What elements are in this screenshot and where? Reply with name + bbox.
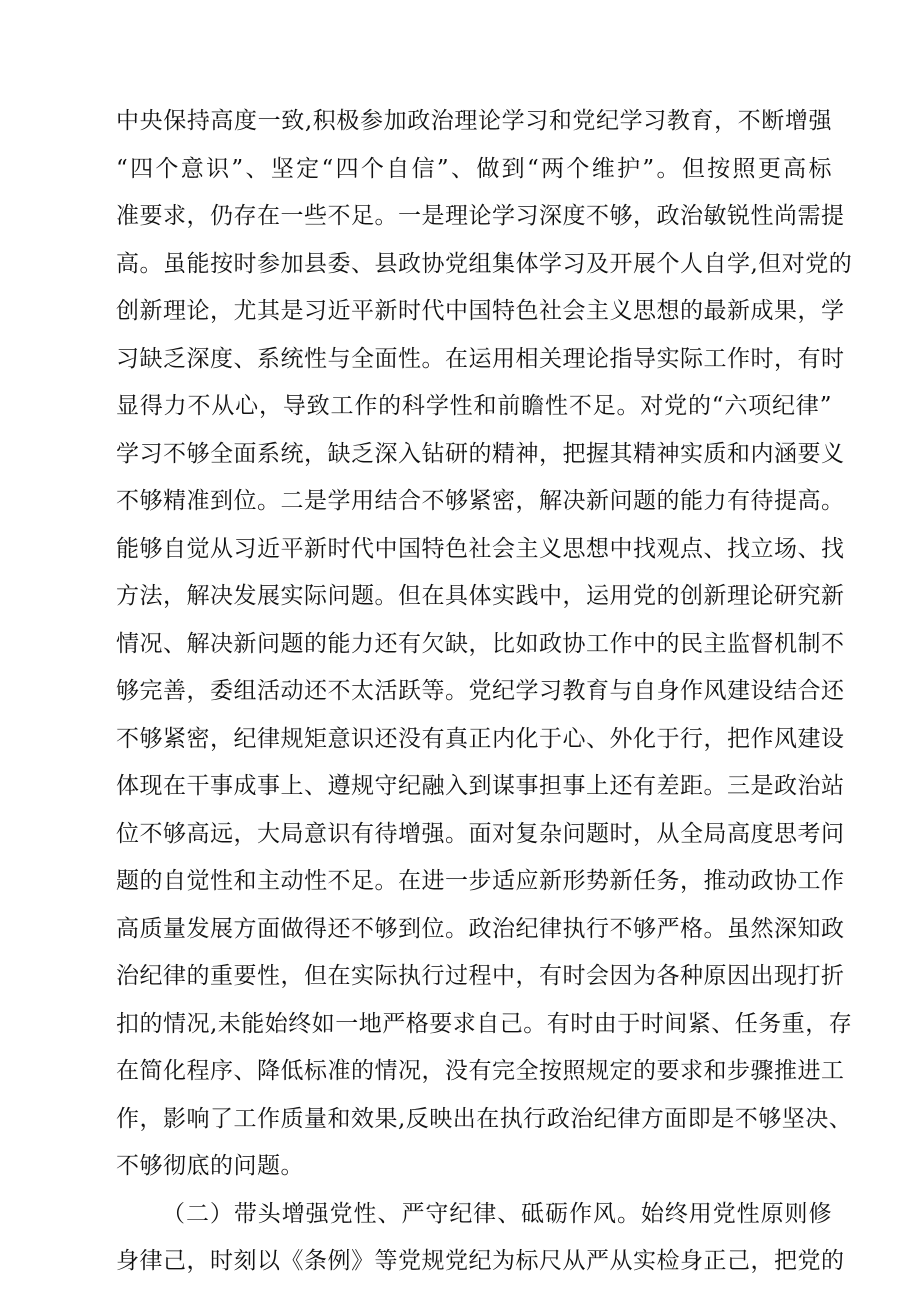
paragraph-line: 治纪律的重要性，但在实际执行过程中，有时会因为各种原因出现打折 (116, 963, 845, 989)
paragraph-line: 题的自觉性和主动性不足。在进一步适应新形势新任务，推动政协工作 (116, 868, 845, 894)
paragraph-line: 作，影响了工作质量和效果,反映出在执行政治纪律方面即是不够坚决、 (116, 1105, 853, 1132)
paragraph-line: 方法，解决发展实际问题。但在具体实践中，运用党的创新理论研究新 (116, 583, 845, 609)
paragraph-line: “四个意识”、坚定“四个自信”、做到“两个维护”。但按照更高标 (116, 155, 832, 182)
paragraph-line: 学习不够全面系统，缺乏深入钻研的精神，把握其精神实质和内涵要义 (116, 440, 845, 467)
paragraph-line: 高质量发展方面做得还不够到位。政治纪律执行不够严格。虽然深知政 (116, 915, 845, 942)
paragraph-line: 体现在干事成事上、遵规守纪融入到谋事担事上还有差距。三是政治站 (116, 773, 845, 799)
paragraph-line: 中央保持高度一致,积极参加政治理论学习和党纪学习教育，不断增强 (116, 108, 832, 134)
paragraph-line: 不够紧密，纪律规矩意识还没有真正内化于心、外化于行，把作风建设 (116, 725, 845, 752)
paragraph-line: 能够自觉从习近平新时代中国特色社会主义思想中找观点、找立场、找 (116, 535, 845, 562)
paragraph-line: 位不够高远，大局意识有待增强。面对复杂问题时，从全局高度思考问 (116, 820, 845, 847)
paragraph-line: 在简化程序、降低标准的情况，没有完全按照规定的要求和步骤推进工 (116, 1058, 845, 1084)
paragraph-line: 扣的情况,未能始终如一地严格要求自己。有时由于时间紧、任务重，存 (116, 1010, 853, 1037)
document-body (116, 98, 853, 1286)
paragraph-line: 够完善，委组活动还不太活跃等。党纪学习教育与自身作风建设结合还 (116, 678, 845, 704)
paragraph-line: 习缺乏深度、系统性与全面性。在运用相关理论指导实际工作时，有时 (116, 345, 845, 372)
paragraph-line: 准要求，仍存在一些不足。一是理论学习深度不够，政治敏锐性尚需提 (116, 203, 845, 229)
paragraph-line: 高。虽能按时参加县委、县政协党组集体学习及开展个人自学,但对党的 (116, 250, 853, 277)
paragraph-line: 情况、解决新问题的能力还有欠缺，比如政协工作中的民主监督机制不 (116, 630, 845, 657)
paragraph-line: 不够彻底的问题。 (116, 1153, 304, 1179)
paragraph-line: 身律己，时刻以《条例》等党规党纪为标尺从严从实检身正己，把党的 (116, 1248, 845, 1274)
paragraph-line: 显得力不从心，导致工作的科学性和前瞻性不足。对党的“六项纪律” (116, 393, 832, 419)
paragraph-line: 不够精准到位。二是学用结合不够紧密，解决新问题的能力有待提高。 (116, 488, 845, 514)
paragraph-line: 创新理论，尤其是习近平新时代中国特色社会主义思想的最新成果，学 (116, 298, 845, 324)
paragraph-heading-line: （二）带头增强党性、严守纪律、砥砺作风。始终用党性原则修 (162, 1200, 832, 1227)
